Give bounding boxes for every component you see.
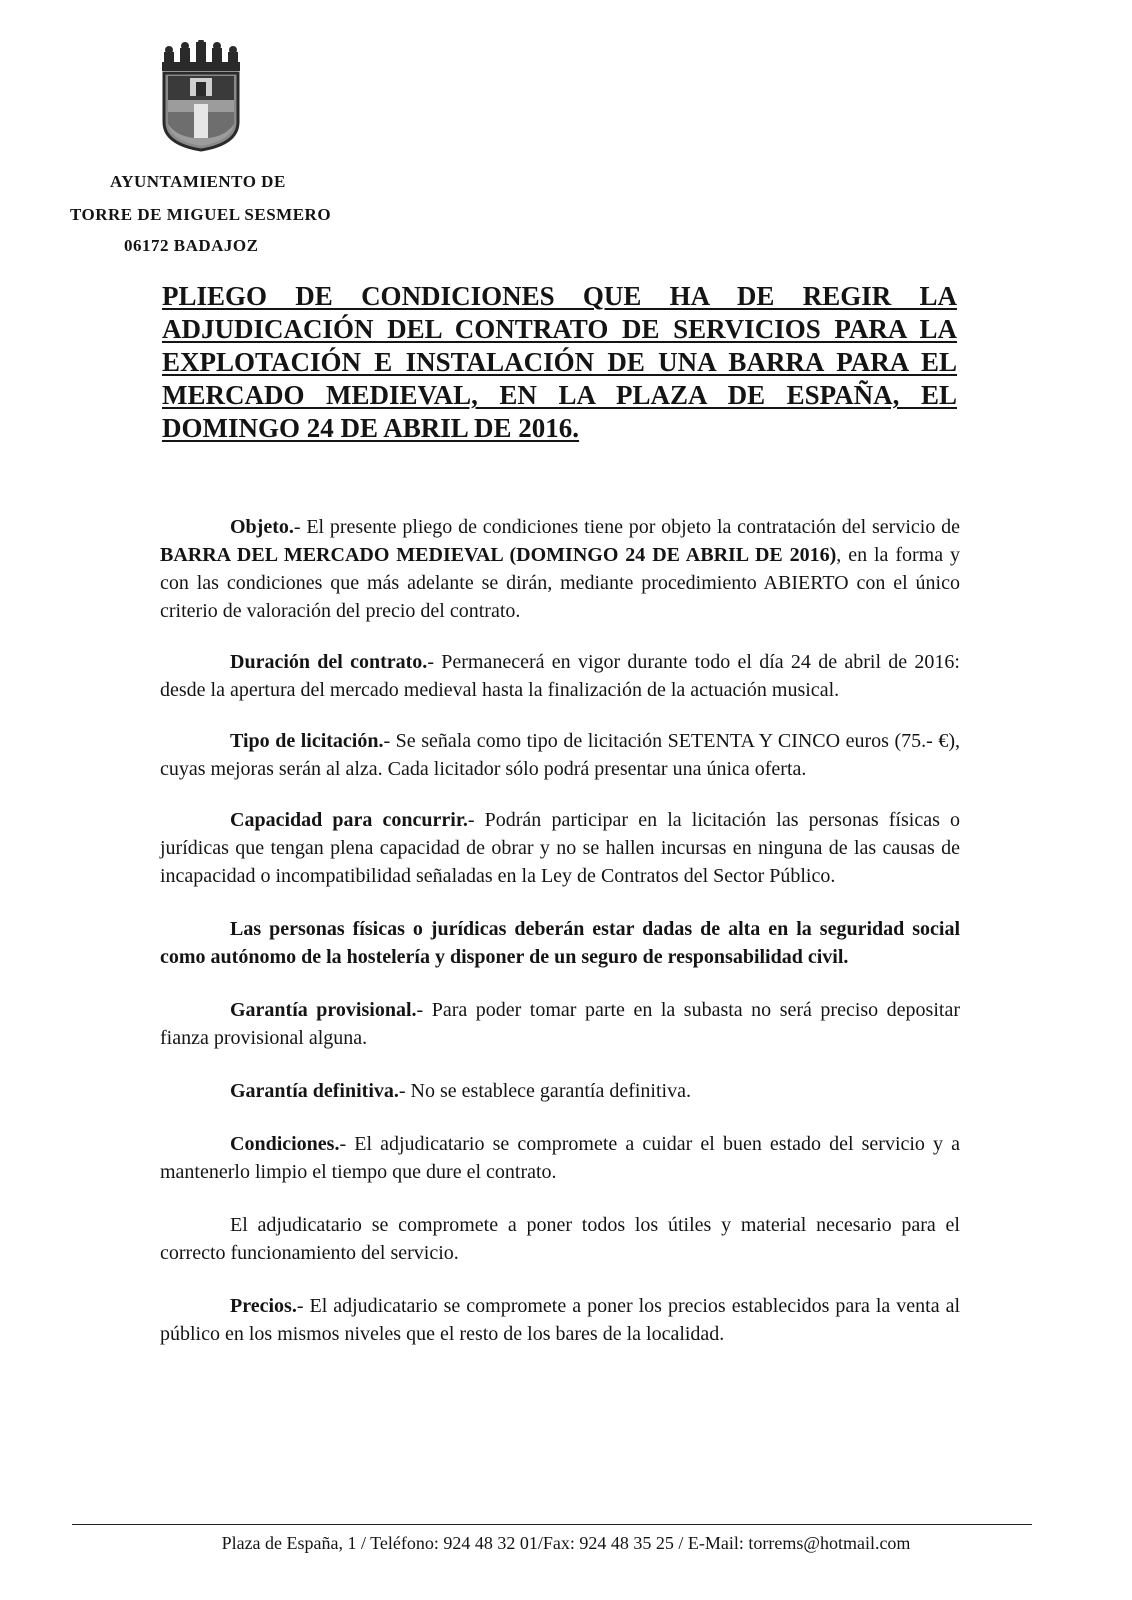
section-objeto — [160, 513, 960, 625]
section-text: - Para poder tomar parte en la subasta no será preciso depositar fianza provisional alguna. — [160, 999, 960, 1049]
footer-divider — [72, 1524, 1032, 1525]
section-text: , en la forma y con las condiciones que más adelante se dirán, mediante procedimiento ABIERTO con el único criterio de valoración del precio del contrato. — [160, 544, 960, 622]
section-precios — [160, 1292, 960, 1348]
section-heading: Tipo de licitación. — [230, 730, 384, 752]
section-heading: Capacidad para concurrir. — [230, 809, 468, 831]
section-heading: Objeto. — [230, 516, 294, 538]
section-heading: Precios. — [230, 1295, 297, 1317]
section-heading: Condiciones. — [230, 1133, 340, 1155]
section-text: - No se establece garantía definitiva. — [398, 1080, 691, 1102]
section-garantia-definitiva — [160, 1077, 960, 1105]
section-heading: Garantía provisional. — [230, 999, 417, 1021]
title-row: MERCADO MEDIEVAL, EN LA PLAZA DE ESPAÑA, EL — [162, 380, 957, 410]
section-utiles: El adjudicatario se compromete a poner todos los útiles y material necesario para el correcto funcionamiento del servicio. — [160, 1214, 960, 1264]
section-text: - El adjudicatario se compromete a poner los precios establecidos para la venta al público en los mismos niveles que el resto de los bares de la localidad. — [160, 1295, 960, 1345]
title-row: ADJUDICACIÓN DEL CONTRATO DE SERVICIOS PARA LA — [162, 314, 957, 344]
section-capacidad — [160, 806, 960, 890]
header-municipality: AYUNTAMIENTO DE — [110, 172, 286, 191]
document-body — [160, 513, 960, 1348]
section-text: - Se señala como tipo de licitación SETENTA Y CINCO euros (75.- €), cuyas mejoras serán al alza. Cada licitador sólo podrá presentar una única oferta. — [160, 730, 960, 780]
section-heading: Garantía definitiva. — [230, 1080, 399, 1102]
section-alta-seguridad-social: Las personas físicas o jurídicas deberán estar dadas de alta en la seguridad social como autónomo de la hostelería y disponer de un seguro de responsabilidad civil. — [160, 918, 960, 968]
header-postal: 06172 BADAJOZ — [124, 236, 259, 255]
service-name: BARRA DEL MERCADO MEDIEVAL (DOMINGO 24 DE ABRIL DE 2016) — [160, 544, 837, 566]
section-condiciones — [160, 1130, 960, 1186]
footer-contact: Plaza de España, 1 / Teléfono: 924 48 32 01/Fax: 924 48 35 25 / E-Mail: torrems@hotmail.com — [221, 1533, 911, 1553]
section-text: - El adjudicatario se compromete a cuidar el buen estado del servicio y a mantenerlo limpio el tiempo que dure el contrato. — [160, 1133, 960, 1183]
coat-of-arms-icon — [160, 40, 242, 152]
section-text: - El presente pliego de condiciones tiene por objeto la contratación del servicio de — [293, 516, 960, 538]
section-tipo-licitacion — [160, 727, 960, 783]
title-row: PLIEGO DE CONDICIONES QUE HA DE REGIR LA — [162, 281, 957, 311]
section-heading: Duración del contrato. — [230, 651, 428, 673]
section-text: - Permanecerá en vigor durante todo el día 24 de abril de 2016: desde la apertura del mercado medieval hasta la finalización de la actuación musical. — [160, 651, 960, 701]
title-row: EXPLOTACIÓN E INSTALACIÓN DE UNA BARRA PARA EL — [162, 347, 957, 377]
section-garantia-provisional — [160, 996, 960, 1052]
title-row: DOMINGO 24 DE ABRIL DE 2016. — [162, 413, 580, 443]
section-text: - Podrán participar en la licitación las personas físicas o jurídicas que tengan plena capacidad de obrar y no se hallen incursas en ninguna de las causas de incapacidad o incompatibilidad señaladas en la Ley de Contratos del Sector Público. — [160, 809, 960, 887]
header-town: TORRE DE MIGUEL SESMERO — [70, 205, 332, 224]
section-duracion — [160, 648, 960, 704]
document-title — [162, 280, 957, 445]
